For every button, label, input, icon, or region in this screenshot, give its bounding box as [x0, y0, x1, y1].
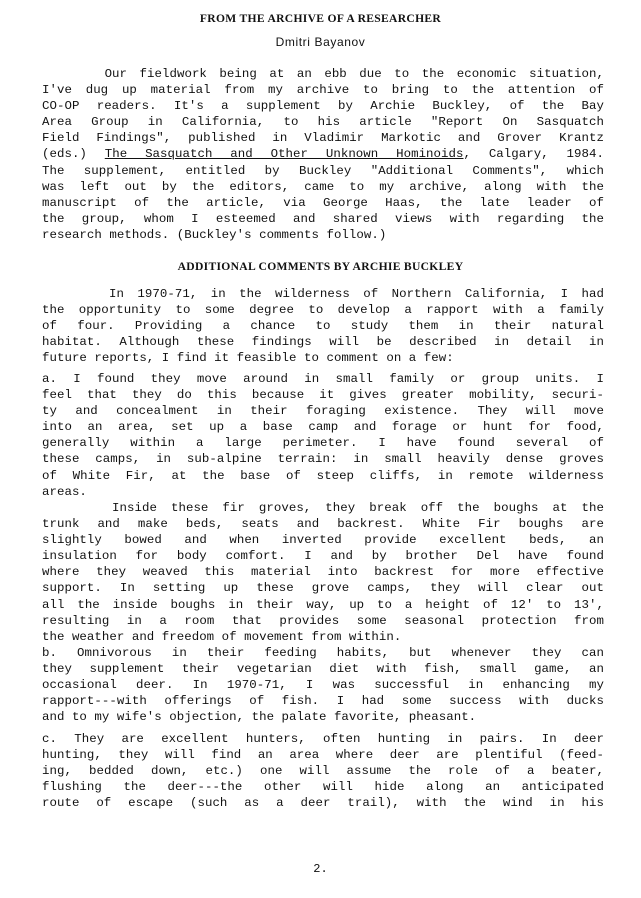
- author-name: Dmitri Bayanov: [275, 35, 366, 49]
- text-line-with-book-title: [42, 146, 604, 162]
- text-line: was left out by the editors, came to my archive, along with the: [42, 179, 604, 194]
- text-line: into an area, set up a base camp and forage or hunt for food,: [42, 420, 604, 435]
- text-line: areas.: [42, 484, 87, 499]
- section-title: ADDITIONAL COMMENTS BY ARCHIE BUCKLEY: [177, 260, 464, 273]
- paragraph-b: [42, 645, 604, 725]
- text-line: habitat. Although these findings will be described in detail in: [42, 335, 604, 350]
- text-line: the group, whom I esteemed and shared views with regarding the: [42, 211, 604, 226]
- text-line: trunk and make beds, seats and backrest. White Fir boughs are: [42, 517, 604, 532]
- paragraph-c: [42, 731, 604, 811]
- text-line: ty and concealment in their foraging existence. They will move: [42, 404, 604, 419]
- text-line: the opportunity to some degree to develop a rapport with a family: [42, 303, 604, 318]
- text-line: route of escape (such as a deer trail), with the wind in his: [42, 796, 604, 811]
- text-line: hunting, they will find an area where deer are plentiful (feed-: [42, 748, 604, 763]
- text-line: ing, bedded down, etc.) one will assume the role of a beater,: [42, 764, 604, 779]
- text-line: research methods. (Buckley's comments follow.): [42, 227, 387, 242]
- text-line: feel that they do this because it gives greater mobility, securi-: [42, 388, 604, 403]
- text-line: slightly bowed and when inverted provide excellent beds, an: [42, 533, 604, 548]
- text-line: these camps, in sub-alpine terrain: in small heavily dense groves: [42, 452, 604, 467]
- text-line: occasional deer. In 1970-71, I was successful in enhancing my: [42, 678, 604, 693]
- intro-paragraph: [42, 66, 604, 243]
- text-line: c. They are excellent hunters, often hunting in pairs. In deer: [42, 732, 604, 746]
- book-title: The Sasquatch and Other Unknown Hominoids: [104, 147, 464, 162]
- text-line: of White Fir, at the base of steep cliffs, in remote wilderness: [42, 468, 604, 483]
- text-line: they supplement their vegetarian diet with fish, small game, an: [42, 662, 604, 677]
- book-title-suffix: , Calgary, 1984.: [463, 147, 604, 162]
- text-line: the weather and freedom of movement from within.: [42, 629, 402, 644]
- text-line: I've dug up material from my archive to bring to the attention of: [42, 83, 604, 98]
- text-line: Field Findings", published in Vladimir Markotic and Grover Krantz: [42, 131, 604, 146]
- text-line: all the inside boughs in their way, up to a height of 12' to 13',: [42, 597, 604, 612]
- text-line: insulation for body comfort. I and by brother Del have found: [42, 549, 604, 564]
- text-line: future reports, I find it feasible to comment on a few:: [42, 351, 454, 366]
- text-line: generally within a large perimeter. I have found several of: [42, 436, 604, 451]
- text-line: In 1970-71, in the wilderness of Northern California, I had: [42, 287, 604, 301]
- text-line: where they weaved this material into backrest for more effective: [42, 565, 604, 580]
- text-line: Our fieldwork being at an ebb due to the economic situation,: [42, 67, 604, 81]
- text-line: Inside these fir groves, they break off the boughs at the: [42, 501, 604, 515]
- text-line: flushing the deer---the other will hide along an anticipated: [42, 780, 604, 795]
- text-line: of four. Providing a chance to study them in their natural: [42, 319, 604, 334]
- text-line: a. I found they move around in small family or group units. I: [42, 372, 604, 386]
- text-line: Area Group in California, to his article "Report On Sasquatch: [42, 115, 604, 130]
- text-line: CO-OP readers. It's a supplement by Archie Buckley, of the Bay: [42, 99, 604, 114]
- text-line: b. Omnivorous in their feeding habits, but whenever they can: [42, 646, 604, 660]
- text-line: manuscript of the article, via George Haas, the late leader of: [42, 195, 604, 210]
- text-line: The supplement, entitled by Buckley "Additional Comments", which: [42, 163, 604, 178]
- paragraph-a-continued: [42, 500, 604, 645]
- book-title-prefix: (eds.): [42, 147, 105, 162]
- paragraph-a: [42, 371, 604, 500]
- text-line: rapport---with offerings of fish. I had some success with ducks: [42, 694, 604, 709]
- page-number: 2.: [313, 862, 328, 876]
- text-line: and to my wife's objection, the palate favorite, pheasant.: [42, 710, 477, 725]
- document-title: FROM THE ARCHIVE OF A RESEARCHER: [199, 12, 442, 25]
- paragraph-intro-comments: [42, 286, 604, 366]
- text-line: resulting in a room that provides some seasonal protection from: [42, 613, 604, 628]
- text-line: support. In setting up these grove camps, they will clear out: [42, 581, 604, 596]
